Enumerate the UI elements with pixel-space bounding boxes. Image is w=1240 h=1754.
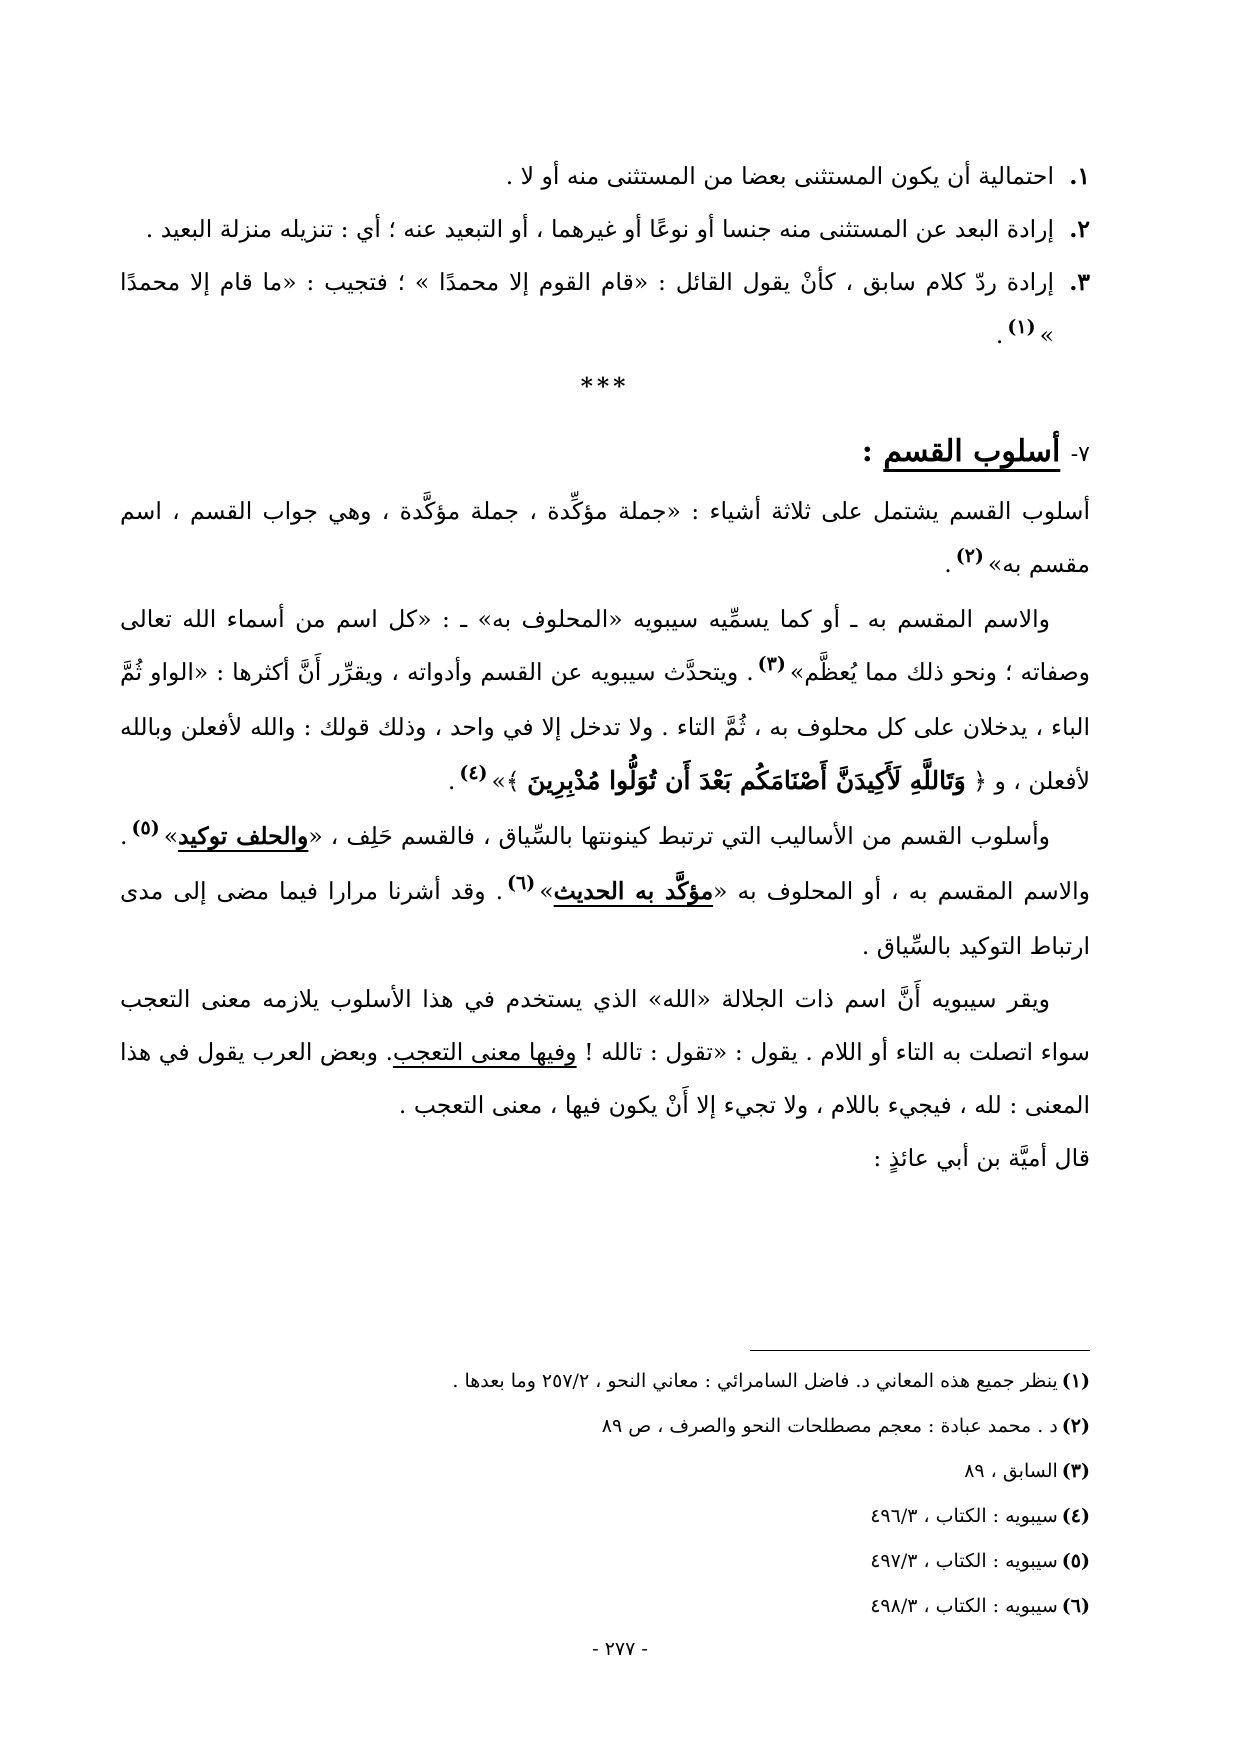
footnote-text: ينظر جميع هذه المعاني د. فاضل السامرائي : معاني النحو ، ٢٥٧/٢ وما بعدها . — [452, 1370, 1058, 1392]
section-title: أسلوب القسم — [883, 434, 1061, 469]
footnote-ref[interactable]: (١) — [1007, 316, 1036, 338]
footnote-item — [120, 1494, 1090, 1539]
section-heading — [120, 422, 1090, 485]
footnote-number: (٥) — [1061, 1550, 1090, 1572]
sentence-end: . — [944, 550, 952, 578]
paragraph-text: والاسم المقسم به ـ أو كما يسمِّيه سيبويه «المحلوف به» ـ : «كل اسم من أسماء الله تعالى وصفاته ؛ ونحو ذلك مما يُعظَّم» — [120, 605, 1090, 686]
footnote-number: (٦) — [1061, 1595, 1090, 1617]
list-text: إرادة البعد عن المستثنى منه جنسا أو نوعًا أو غيرهما ، أو التبعيد عنه ؛ أي : تنزيله منزلة البعيد . — [145, 215, 1054, 243]
paragraph-text: » — [539, 877, 554, 905]
list-text-content: إرادة ردّ كلام سابق ، كأنْ يقول القائل : «قام القوم إلا محمدًا » ؛ فتجيب : «ما قام إلا محمدًا » — [120, 268, 1054, 349]
paragraph-definition — [120, 485, 1090, 593]
list-number: ١. — [1069, 162, 1090, 190]
section-separator: *** — [580, 372, 630, 400]
footnote-ref[interactable]: (٤) — [459, 762, 488, 784]
footnote-number: (٣) — [1061, 1460, 1090, 1482]
footnote-item — [120, 1584, 1090, 1629]
list-item — [120, 150, 1090, 203]
footnotes — [120, 1350, 1090, 1629]
heading-colon: : — [861, 434, 873, 469]
paragraph-text: » — [163, 822, 179, 850]
footnote-ref[interactable]: (٢) — [955, 545, 984, 567]
footnote-text: سيبويه : الكتاب ، ٤٩٧/٣ — [870, 1550, 1058, 1572]
paragraph-text: أسلوب القسم يشتمل على ثلاثة أشياء : «جملة مؤكِّدة ، جملة مؤكَّدة ، وهي جواب القسم ، اسم مقسم به» — [120, 497, 1090, 578]
footnote-number: (١) — [1061, 1370, 1090, 1392]
footnote-ref[interactable]: (٦) — [507, 872, 536, 894]
list-text: احتمالية أن يكون المستثنى بعضا من المستثنى منه أو لا . — [505, 162, 1054, 190]
paragraph-text: . والاسم المقسم به ، أو المحلوف به « — [120, 822, 1090, 905]
paragraph-text: ﴾» — [491, 767, 520, 795]
section-number: ٧- — [1070, 442, 1090, 467]
paragraph-oath-name — [120, 593, 1090, 810]
list-item — [120, 203, 1090, 256]
list-item — [120, 256, 1090, 364]
paragraph-text: . وبعض العرب يقول في هذا المعنى : لله ، فيجيء باللام ، ولا تجيء إلا أَنْ يكون فيها ، معنى التعجب . — [120, 1038, 1090, 1119]
paragraph-text: ويقر سيبويه أَنَّ اسم ذات الجلالة «الله» الذي يستخدم في هذا الأسلوب يلازمه معنى التعجب سواء اتصلت به التاء أو اللام . يقول : «تقول : تالله ! — [120, 985, 1090, 1066]
paragraph-text: . وقد أشرنا مرارا فيما مضى إلى مدى ارتباط التوكيد بالسِّياق . — [120, 877, 1090, 960]
footnote-ref[interactable]: (٣) — [757, 653, 786, 675]
footnote-number: (٤) — [1061, 1505, 1090, 1527]
paragraph-poet: قال أميَّة بن أبي عائذٍ : — [873, 1144, 1090, 1172]
footnote-text: د . محمد عبادة : معجم مصطلحات النحو والصرف ، ص ٨٩ — [601, 1415, 1058, 1437]
page-body — [120, 150, 1090, 1185]
quran-verse: وَتَاللَّهِ لَأَكِيدَنَّ أَصْنَامَكُم بَعْدَ أَن تُوَلُّوا مُدْبِرِينَ — [527, 766, 966, 795]
page-number: - ٢٧٧ - — [592, 1638, 648, 1660]
footnote-text: سيبويه : الكتاب ، ٤٩٦/٣ — [870, 1505, 1058, 1527]
paragraph-wonder — [120, 973, 1090, 1132]
footnote-item — [120, 1359, 1090, 1404]
list-number: ٢. — [1069, 215, 1090, 243]
footnote-item — [120, 1539, 1090, 1584]
sentence-end: . — [995, 321, 1004, 349]
footnote-divider — [750, 1350, 1090, 1351]
paragraph-context — [120, 810, 1090, 973]
emphasis-text: مؤكَّد به الحديث — [553, 877, 714, 905]
paragraph-text: . ويتحدَّث سيبويه عن القسم وأدواته ، ويقرِّر أَنَّ أكثرها : «الواو ثُمَّ الباء ، يدخلان على كل محلوف به ، ثُمَّ التاء . ولا تدخل إلا في واحد ، وذلك قولك : والله لأفعلن وبالله لأفعلن ، و ﴿ — [120, 658, 1090, 795]
footnote-item — [120, 1404, 1090, 1449]
footnote-number: (٢) — [1061, 1415, 1090, 1437]
footnote-text: السابق ، ٨٩ — [964, 1460, 1058, 1482]
footnote-item — [120, 1449, 1090, 1494]
sentence-end: . — [447, 767, 456, 795]
emphasis-text: والحلف توكيد — [178, 822, 309, 850]
footnote-ref[interactable]: (٥) — [131, 817, 160, 839]
list-text — [120, 256, 1054, 364]
emphasis-text: وفيها معنى التعجب — [392, 1038, 577, 1066]
list-number: ٣. — [1069, 268, 1090, 296]
paragraph-text: وأسلوب القسم من الأساليب التي ترتبط كينونتها بالسِّياق ، فالقسم حَلِف ، « — [308, 822, 1051, 850]
footnote-text: سيبويه : الكتاب ، ٤٩٨/٣ — [870, 1595, 1058, 1617]
